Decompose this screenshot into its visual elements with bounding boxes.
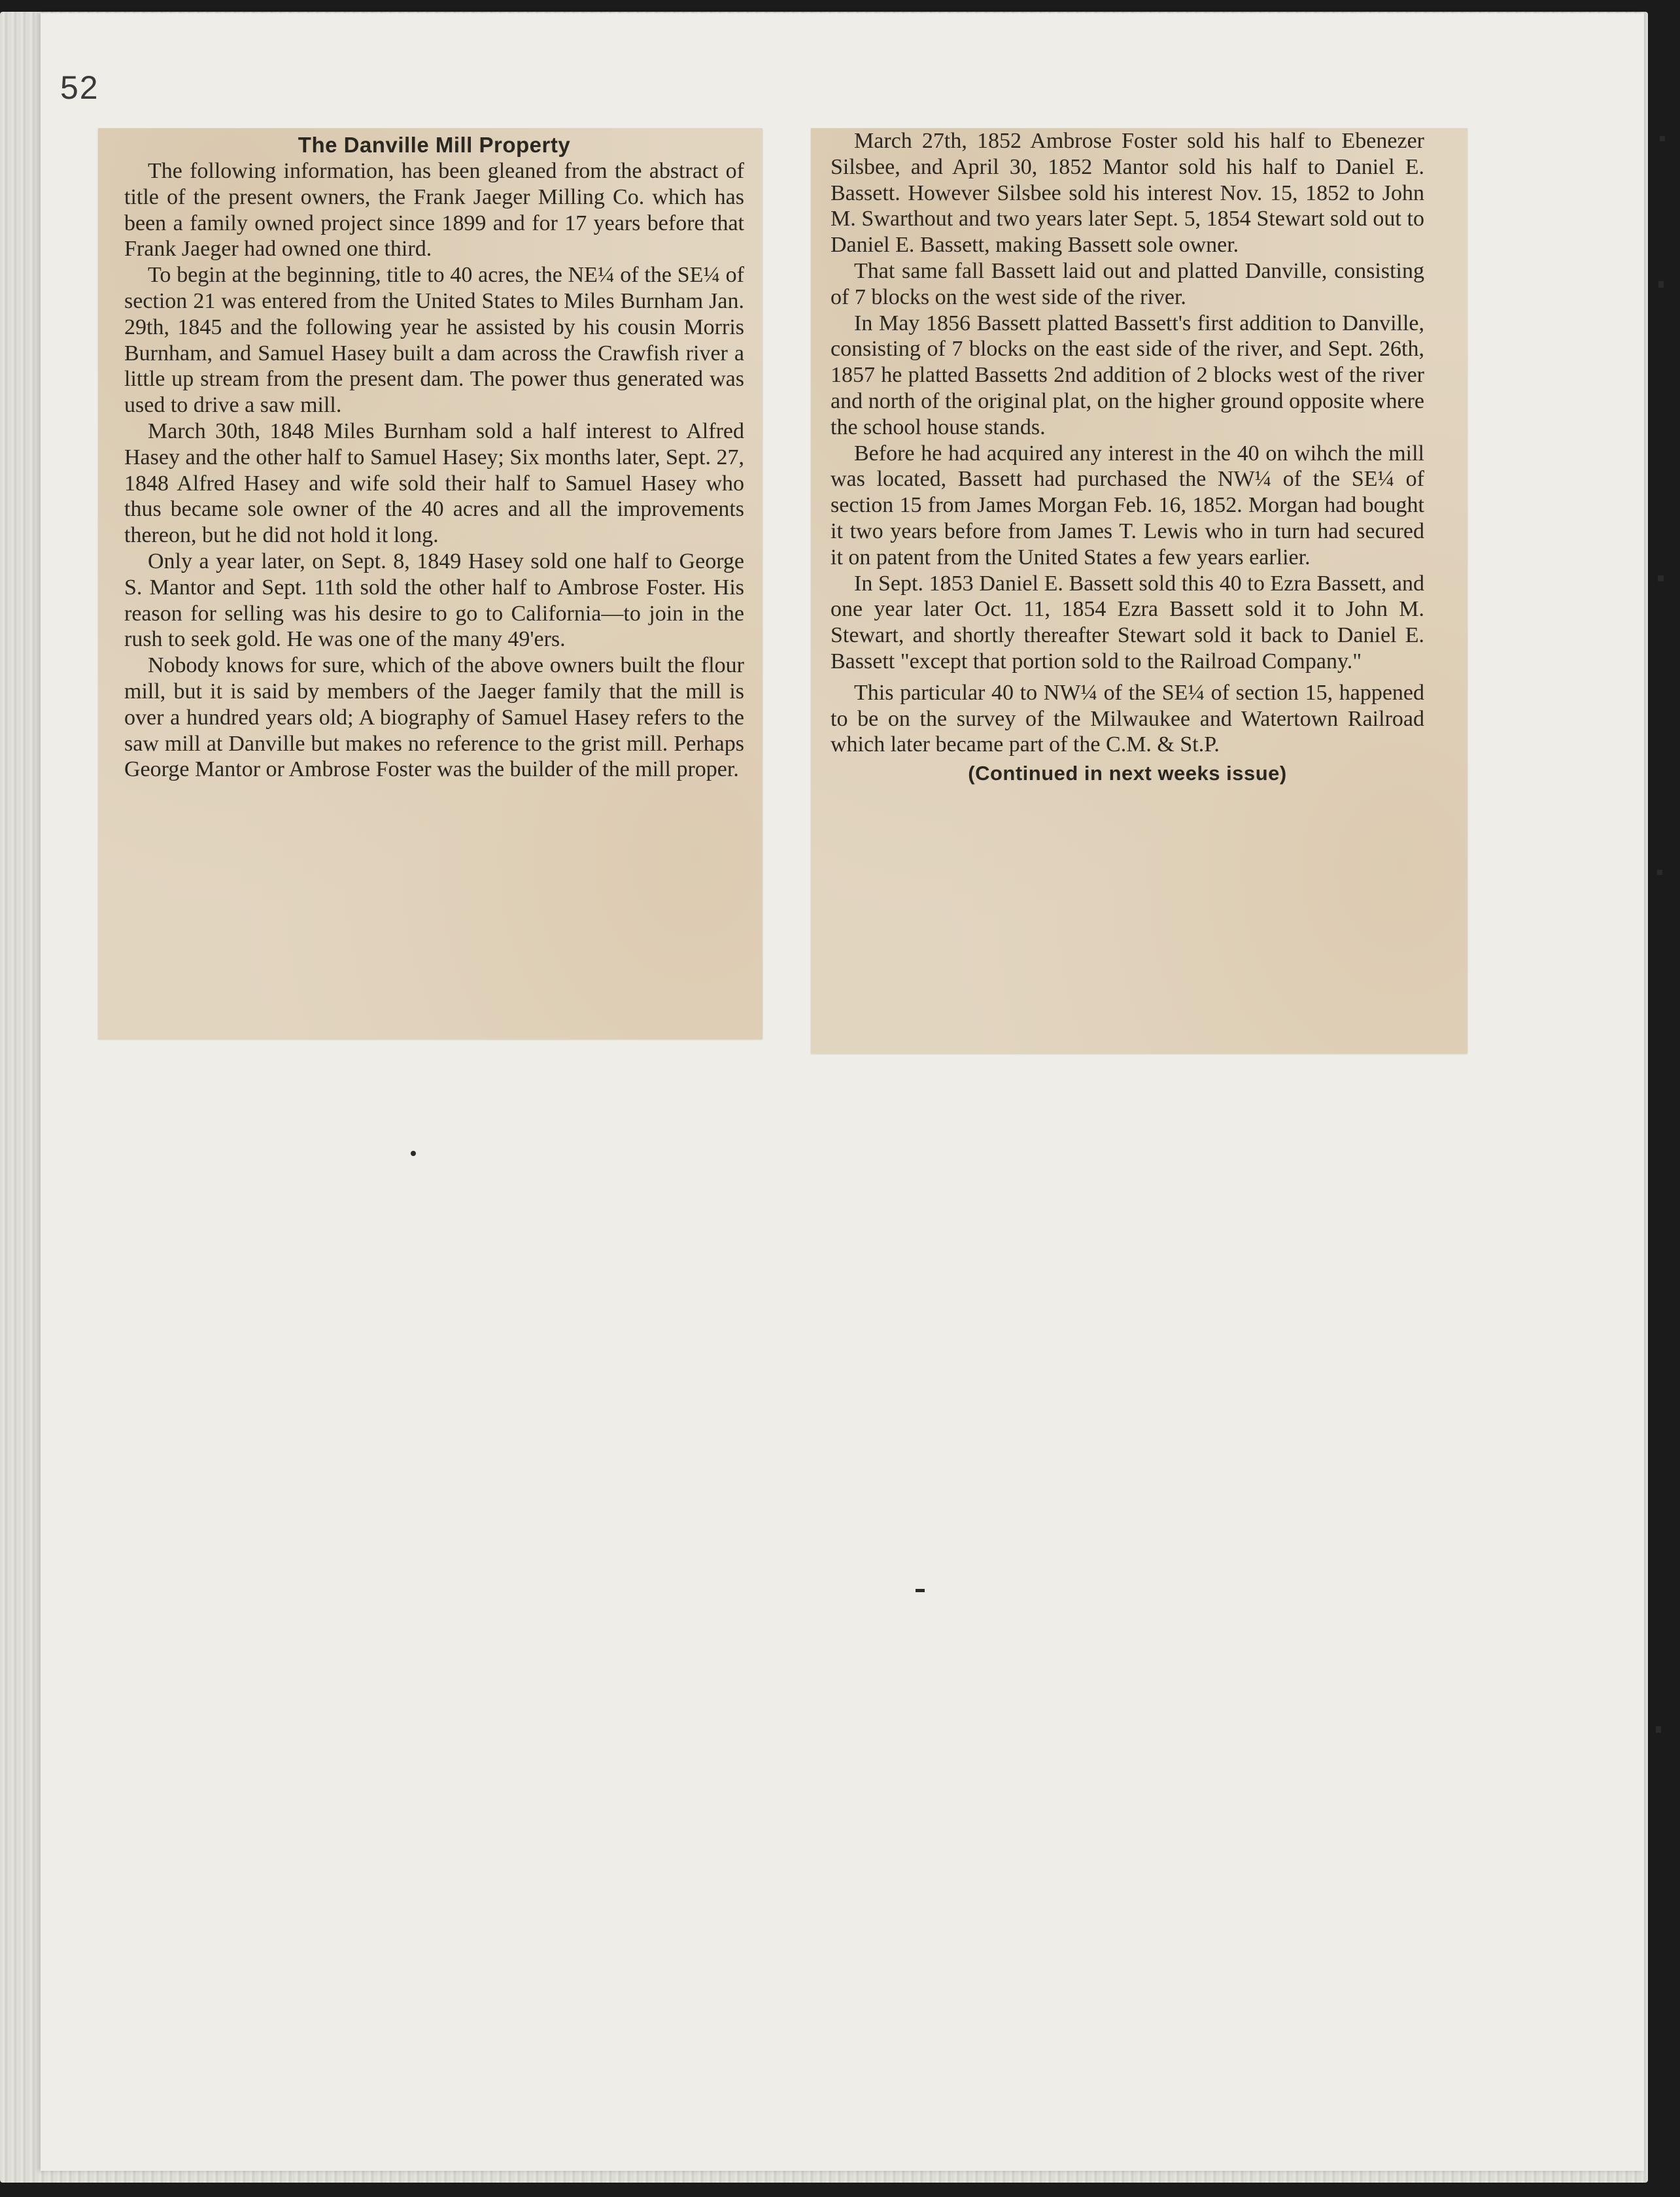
page-edge-mark	[1660, 136, 1665, 141]
page-edge-mark	[1658, 281, 1664, 288]
page-edge-mark	[1656, 1726, 1661, 1733]
article-headline: The Danville Mill Property	[298, 133, 571, 157]
article-paragraph: March 30th, 1848 Miles Burnham sold a half interest to Alfred Hasey and the other half to Samuel Hasey; Six months later, Sept. 27, 1848 Alfred Hasey and wife sold their half to Samuel Hasey who thus became sole owner of the 40 acres and all the improvements thereon, but he did not hold it long.	[124, 418, 744, 548]
article-paragraph: In Sept. 1853 Daniel E. Bassett sold this 40 to Ezra Bassett, and one year later Oct. 11, 1854 Ezra Bassett sold it to John M. Stewart, and shortly thereafter Stewart sold it back to Daniel E. Bassett "except that portion sold to the Railroad Company."	[831, 571, 1424, 673]
newspaper-clipping-right	[811, 128, 1467, 1053]
article-paragraph: The following information, has been gleaned from the abstract of title of the present owners, the Frank Jaeger Milling Co. which has been a family owned project since 1899 and for 17 years before that Frank Jaeger had owned one third.	[124, 159, 744, 262]
page-edge-mark	[1657, 870, 1662, 875]
dust-speck	[411, 1151, 416, 1156]
article-paragraph: Before he had acquired any interest in the 40 on wihch the mill was located, Bassett had purchased the NW¼ of the SE¼ of section 15 from James Morgan Feb. 16, 1852. Morgan had bought it two years before from James T. Lewis who in turn had secured it on patent from the United States a few years earlier.	[831, 441, 1424, 570]
article-paragraph: That same fall Bassett laid out and platted Danville, consisting of 7 blocks on the west side of the river.	[831, 258, 1424, 309]
article-paragraph: March 27th, 1852 Ambrose Foster sold his half to Ebenezer Silsbee, and April 30, 1852 Mantor sold his half to Daniel E. Bassett. However Silsbee sold his interest Nov. 15, 1852 to John M. Swarthout and two years later Sept. 5, 1854 Stewart sold out to Daniel E. Bassett, making Bassett sole owner.	[831, 129, 1424, 258]
continued-notice: (Continued in next weeks issue)	[968, 762, 1287, 785]
dust-speck	[916, 1589, 925, 1592]
page-number: 52	[60, 69, 99, 106]
article-paragraph: In May 1856 Bassett platted Bassett's first addition to Danville, consisting of 7 blocks on the east side of the river, and Sept. 26th, 1857 he platted Bassetts 2nd addition of 2 blocks west of the river and north of the original plat, on the higher ground opposite where the school house stands.	[831, 311, 1424, 439]
page-edge-mark	[1658, 575, 1664, 581]
article-paragraph: This particular 40 to NW¼ of the SE¼ of section 15, happened to be on the survey of the Milwaukee and Watertown Railroad which later became part of the C.M. & St.P.	[831, 680, 1424, 757]
article-paragraph: Nobody knows for sure, which of the above owners built the flour mill, but it is said by members of the Jaeger family that the mill is over a hundred years old; A biography of Samuel Hasey refers to the saw mill at Danville but makes no reference to the grist mill. Perhaps George Mantor or Ambrose Foster was the builder of the mill proper.	[124, 653, 744, 782]
newspaper-clipping-left	[98, 128, 763, 1039]
article-paragraph: Only a year later, on Sept. 8, 1849 Hasey sold one half to George S. Mantor and Sept. 11th sold the other half to Ambrose Foster. His reason for selling was his desire to go to California—to join in the rush to seek gold. He was one of the many 49'ers.	[124, 549, 744, 652]
article-paragraph: To begin at the beginning, title to 40 acres, the NE¼ of the SE¼ of section 21 was entered from the United States to Miles Burnham Jan. 29th, 1845 and the following year he assisted by his cousin Morris Burnham, and Samuel Hasey built a dam across the Crawfish river a little up stream from the present dam. The power thus generated was used to drive a saw mill.	[124, 263, 744, 418]
